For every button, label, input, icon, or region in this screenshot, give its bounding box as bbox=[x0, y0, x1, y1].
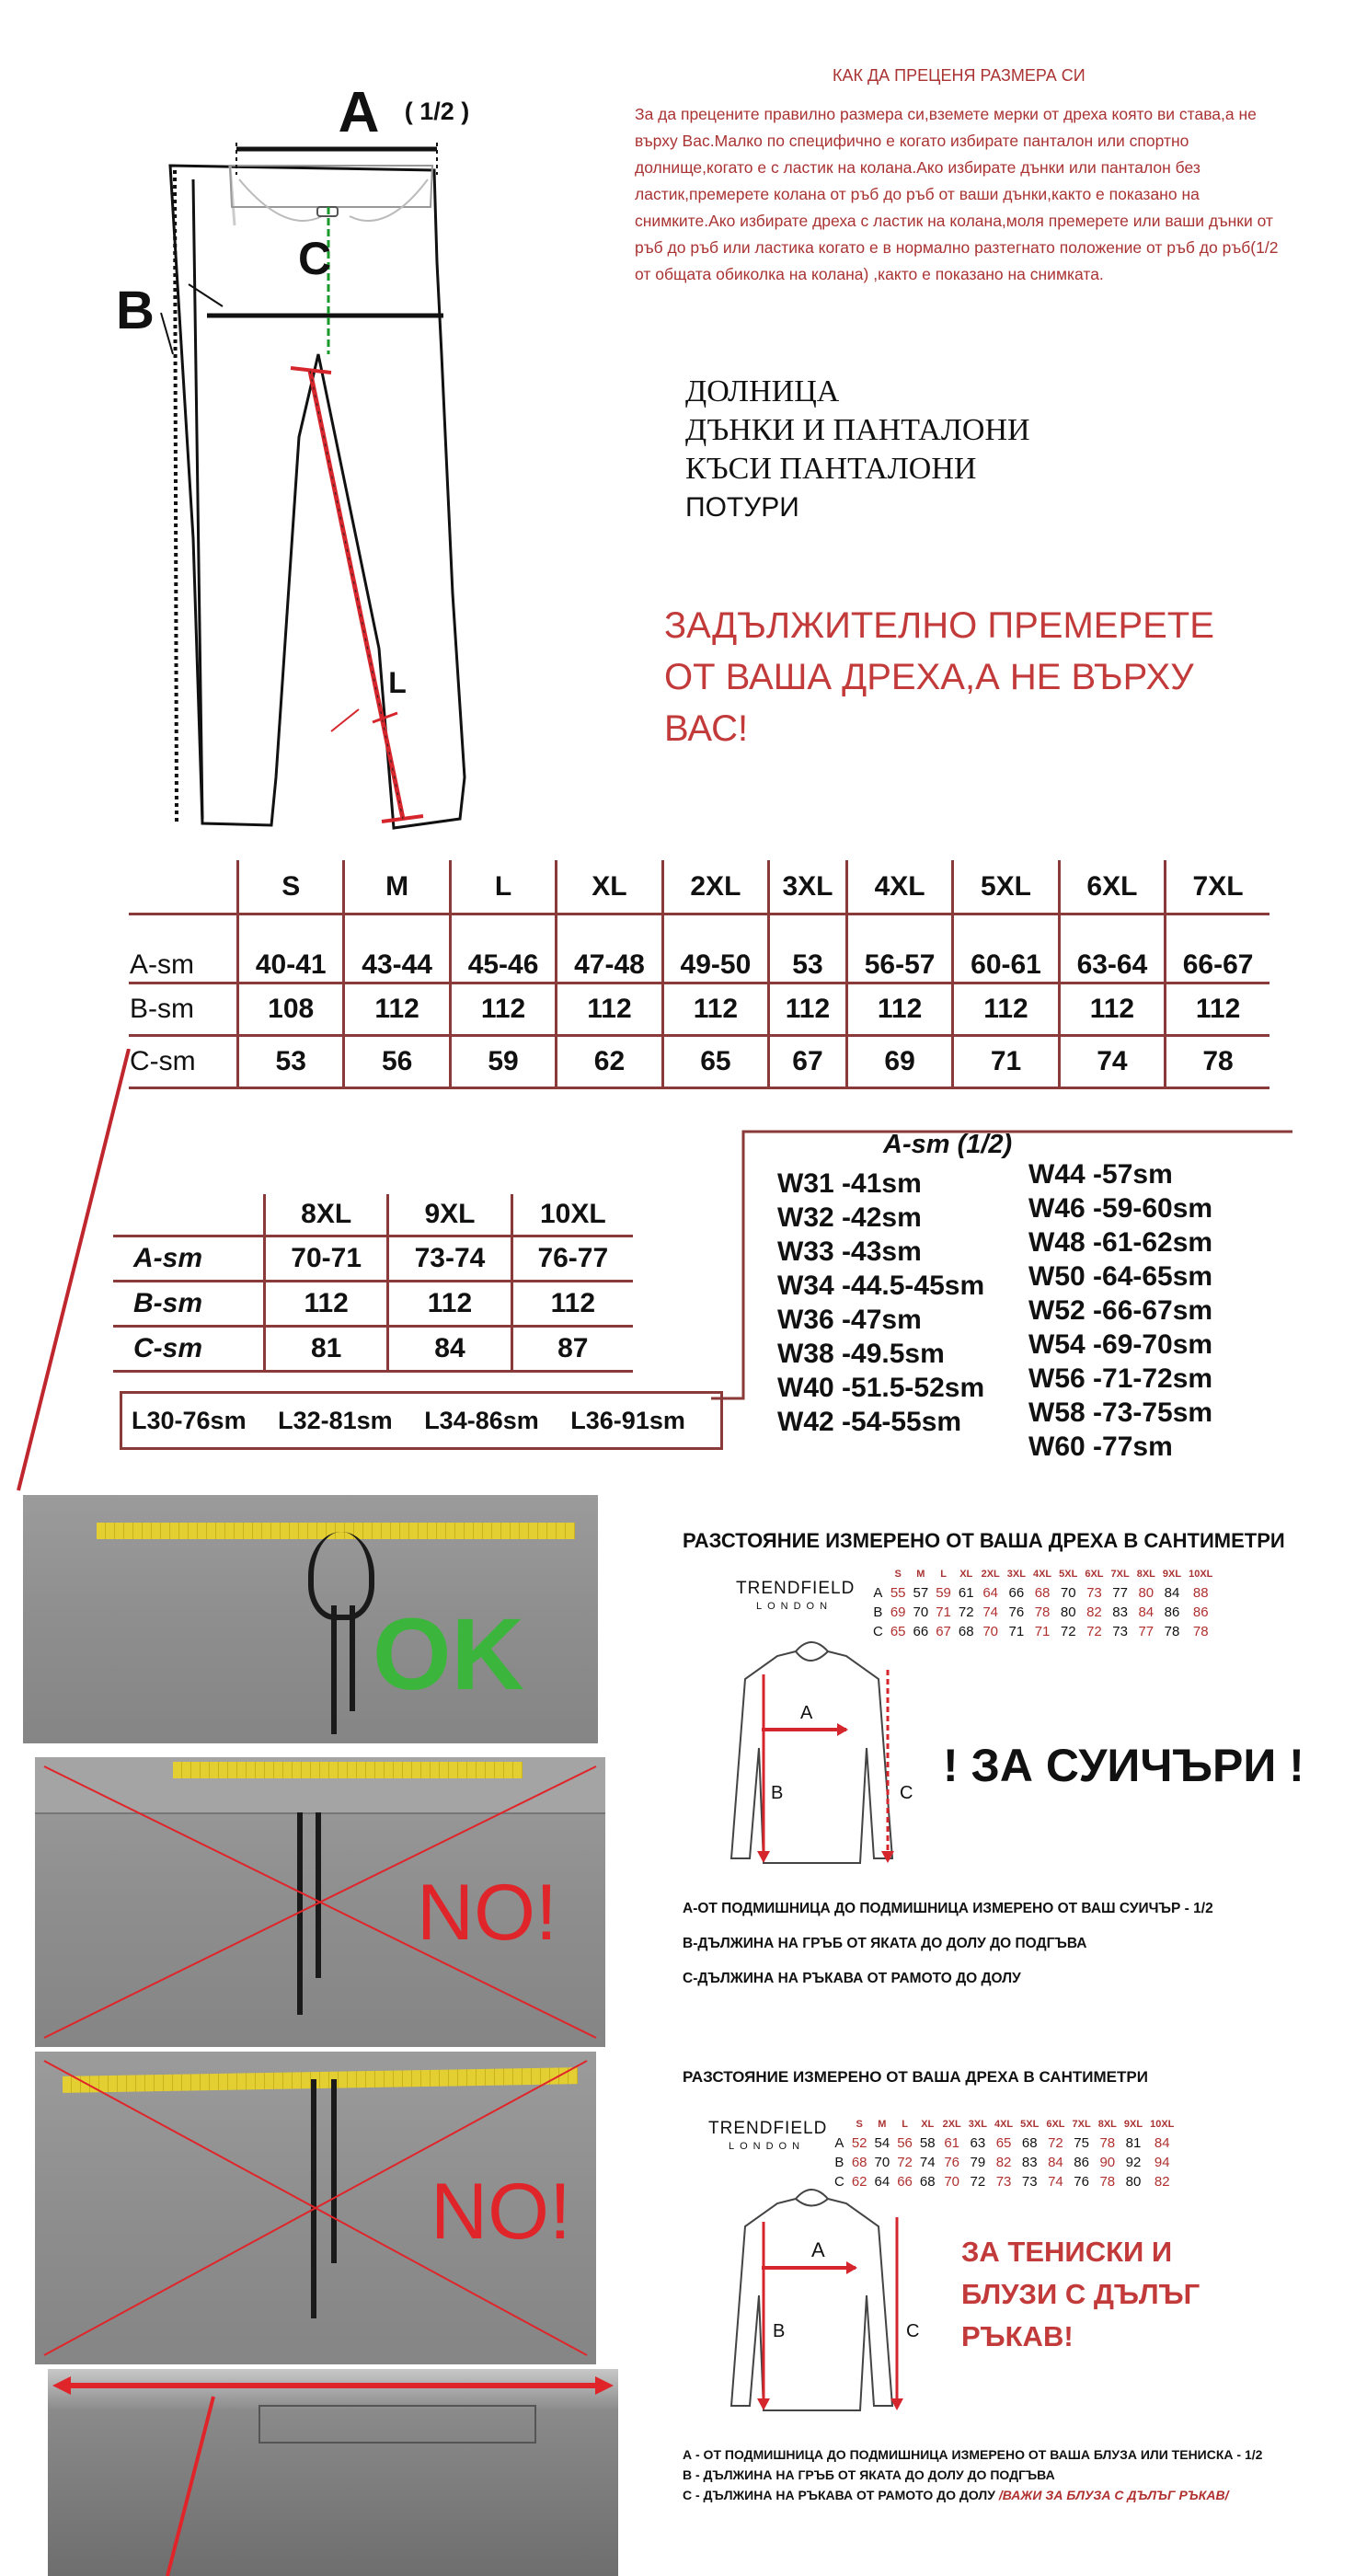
table-cell: 72 bbox=[1048, 2135, 1063, 2151]
table-cell: 66-67 bbox=[1166, 914, 1269, 983]
drawstring-line bbox=[350, 1605, 355, 1711]
size-header: 2XL bbox=[981, 1568, 1000, 1580]
table-cell: 81 bbox=[265, 1327, 388, 1372]
table-cell: 45-46 bbox=[450, 914, 556, 983]
length-item: L36-91sm bbox=[570, 1407, 685, 1434]
size-header: XL bbox=[959, 1568, 973, 1580]
table-cell: 82 bbox=[995, 2155, 1012, 2170]
tshirt-note-extra: /ВАЖИ ЗА БЛУЗА С ДЪЛЪГ РЪКАВ/ bbox=[998, 2488, 1229, 2502]
tshirt-figure bbox=[708, 2185, 948, 2424]
waist-title: A-sm (1/2) bbox=[883, 1130, 1013, 1159]
table-cell: 82 bbox=[1086, 1604, 1102, 1620]
size-header: 3XL bbox=[1006, 1568, 1026, 1580]
table-cell: 57 bbox=[913, 1585, 929, 1601]
size-header: 7XL bbox=[1166, 860, 1269, 914]
size-header: 4XL bbox=[846, 860, 952, 914]
table-cell: 112 bbox=[662, 983, 768, 1036]
tshirt-brand-sub: LONDON bbox=[729, 2141, 806, 2152]
table-cell: 80 bbox=[1125, 2174, 1142, 2190]
size-header: 8XL bbox=[265, 1194, 388, 1236]
category-item: ПОТУРИ bbox=[685, 492, 799, 523]
table-cell: 83 bbox=[1112, 1604, 1128, 1620]
table-cell: 84 bbox=[1048, 2155, 1063, 2170]
table-cell: 86 bbox=[1074, 2155, 1089, 2170]
size-header: 10XL bbox=[1150, 2118, 1175, 2130]
size-header-row bbox=[113, 1194, 633, 1236]
table-cell: 81 bbox=[1125, 2135, 1142, 2151]
size-header: 9XL bbox=[1162, 1568, 1182, 1580]
table-cell: 69 bbox=[846, 1036, 952, 1088]
table-cell: 112 bbox=[388, 1282, 511, 1327]
table-cell: 68 bbox=[1034, 1585, 1051, 1601]
size-header: S bbox=[856, 2118, 863, 2130]
table-cell: 84 bbox=[1154, 2135, 1170, 2151]
table-cell: 76-77 bbox=[511, 1236, 633, 1282]
table-cell: 86 bbox=[1164, 1604, 1180, 1620]
table-cell: 76 bbox=[1074, 2174, 1089, 2190]
waist-item: W52 -66-67sm bbox=[1028, 1295, 1213, 1326]
table-cell: 68 bbox=[958, 1624, 974, 1639]
table-cell: 65 bbox=[995, 2135, 1012, 2151]
table-cell: 78 bbox=[1099, 2174, 1116, 2190]
table-cell: 65 bbox=[890, 1624, 906, 1639]
table-cell: 73 bbox=[1086, 1585, 1102, 1601]
row-label: A bbox=[873, 1585, 883, 1601]
waist-item: W50 -64-65sm bbox=[1028, 1261, 1213, 1292]
table-cell: 52 bbox=[851, 2135, 867, 2151]
table-cell: 73 bbox=[995, 2174, 1012, 2190]
size-header: 7XL bbox=[1110, 1568, 1130, 1580]
table-cell: 72 bbox=[958, 1604, 974, 1620]
table-cell: 56 bbox=[344, 1036, 450, 1088]
table-cell: 76 bbox=[944, 2155, 960, 2170]
table-cell: 70 bbox=[944, 2174, 960, 2190]
table-cell: 78 bbox=[1034, 1604, 1051, 1620]
table-cell: 70 bbox=[982, 1624, 999, 1639]
waist-item: W48 -61-62sm bbox=[1028, 1227, 1213, 1258]
size-header: L bbox=[940, 1568, 947, 1580]
sweatshirt-note: А-ОТ ПОДМИШНИЦА ДО ПОДМИШНИЦА ИЗМЕРЕНО ОТ ВАШ СУИЧЪР - 1/2 bbox=[683, 1901, 1213, 1916]
size-header: 9XL bbox=[1123, 2118, 1143, 2130]
table-cell: 71 bbox=[953, 1036, 1059, 1088]
waist-column-1 bbox=[777, 1167, 984, 1439]
table-cell: 61 bbox=[958, 1585, 974, 1601]
table-cell: 73-74 bbox=[388, 1236, 511, 1282]
size-header: 6XL bbox=[1059, 860, 1165, 914]
table-cell: 66 bbox=[913, 1624, 929, 1639]
table-cell: 94 bbox=[1154, 2155, 1170, 2170]
row-label: A bbox=[834, 2135, 844, 2151]
sweatshirt-size-table bbox=[869, 1564, 1216, 1641]
sweatshirt-figure bbox=[708, 1638, 938, 1877]
row-label: A-sm bbox=[129, 914, 238, 983]
size-header: 6XL bbox=[1046, 2118, 1065, 2130]
size-header: 8XL bbox=[1097, 2118, 1117, 2130]
waist-item: W33 -43sm bbox=[777, 1236, 922, 1267]
table-cell: 79 bbox=[970, 2155, 986, 2170]
table-row bbox=[113, 1236, 633, 1282]
table-cell: 54 bbox=[874, 2135, 890, 2151]
tshirt-note-line bbox=[683, 2488, 1228, 2502]
photo-jeans bbox=[48, 2369, 618, 2576]
table-cell: 72 bbox=[1060, 1624, 1076, 1639]
table-cell: 83 bbox=[1021, 2155, 1038, 2170]
table-cell: 112 bbox=[511, 1282, 633, 1327]
table-cell: 74 bbox=[1048, 2174, 1063, 2190]
table-cell: 72 bbox=[1086, 1624, 1102, 1639]
table-cell: 71 bbox=[1034, 1624, 1051, 1639]
length-item: L30-76sm bbox=[132, 1407, 247, 1434]
row-label: A-sm bbox=[113, 1236, 265, 1282]
jeans-measure bbox=[48, 2369, 618, 2576]
table-cell: 78 bbox=[1099, 2135, 1116, 2151]
table-cell: 53 bbox=[238, 1036, 344, 1088]
table-cell: 47-48 bbox=[557, 914, 662, 983]
table-cell: 87 bbox=[511, 1327, 633, 1372]
tshirt-title: РАЗСТОЯНИЕ ИЗМЕРЕНО ОТ ВАША ДРЕХА В САНТИМЕТРИ bbox=[683, 2068, 1148, 2086]
table-cell: 63-64 bbox=[1059, 914, 1165, 983]
row-label: B-sm bbox=[129, 983, 238, 1036]
table-cell: 72 bbox=[970, 2174, 986, 2190]
table-row bbox=[113, 1327, 633, 1372]
table-cell: 112 bbox=[265, 1282, 388, 1327]
size-header: 9XL bbox=[388, 1194, 511, 1236]
table-cell: 78 bbox=[1192, 1624, 1209, 1639]
intro-text: За да преценитe правилно размера си,вземете мерки от дреха която ви става,а не върху Вас.Малко по специфично е когато избирате панталон или спортно долнище,когато е с ластик на колана.Ако избирате дънки или панталон без ластик,премерете колана от ръб до ръб от ваши дънки,както е показано на снимките.Ако избирате дреха с ластик на колана,моля премерете или ваши дънки от ръб до ръб или ластика когато е в нормално разтегнато положение от ръб до ръб(1/2 от общата обиколка на колана) ,както е показано на снимката. bbox=[635, 105, 1279, 283]
table-cell: 88 bbox=[1192, 1585, 1209, 1601]
table-cell: 61 bbox=[944, 2135, 960, 2151]
waist-item: W60 -77sm bbox=[1028, 1432, 1173, 1462]
waist-item: W40 -51.5-52sm bbox=[777, 1373, 985, 1403]
size-header-row bbox=[831, 2114, 1177, 2133]
size-header: 5XL bbox=[953, 860, 1059, 914]
table-cell: 53 bbox=[769, 914, 847, 983]
table-cell: 74 bbox=[919, 2155, 936, 2170]
tshirt-note: А - ОТ ПОДМИШНИЦА ДО ПОДМИШНИЦА ИЗМЕРЕНО ОТ ВАША БЛУЗА ИЛИ ТЕНИСКА - 1/2 bbox=[683, 2447, 1263, 2462]
table-cell: 74 bbox=[1059, 1036, 1165, 1088]
table-cell: 84 bbox=[1138, 1604, 1154, 1620]
table-cell: 58 bbox=[919, 2135, 936, 2151]
table-cell: 49-50 bbox=[662, 914, 768, 983]
sweatshirt-note: С-ДЪЛЖИНА НА РЪКАВА ОТ РАМОТО ДО ДОЛУ bbox=[683, 1971, 1021, 1986]
table-cell: 68 bbox=[919, 2174, 936, 2190]
waist-item: W44 -57sm bbox=[1028, 1159, 1173, 1190]
table-cell: 75 bbox=[1074, 2135, 1089, 2151]
ok-label: OK bbox=[373, 1598, 524, 1711]
table-cell: 73 bbox=[1021, 2174, 1038, 2190]
category-item: КЪСИ ПАНТАЛОНИ bbox=[685, 452, 977, 486]
waist-item: W36 -47sm bbox=[777, 1305, 922, 1335]
sweatshirt-note: В-ДЪЛЖИНА НА ГРЪБ ОТ ЯКАТА ДО ДОЛУ ДО ПОДГЪВА bbox=[683, 1936, 1087, 1951]
table-cell: 66 bbox=[897, 2174, 913, 2190]
svg-text:B: B bbox=[771, 1783, 784, 1803]
table-cell: 112 bbox=[846, 983, 952, 1036]
table-cell: 71 bbox=[1008, 1624, 1025, 1639]
pants-diagram bbox=[110, 78, 644, 842]
tshirt-note: В - ДЪЛЖИНА НА ГРЪБ ОТ ЯКАТА ДО ДОЛУ ДО ПОДГЪВА bbox=[683, 2467, 1055, 2482]
table-cell: 76 bbox=[1008, 1604, 1025, 1620]
table-cell: 70 bbox=[1060, 1585, 1076, 1601]
size-header: M bbox=[916, 1568, 925, 1580]
photo-ok bbox=[23, 1495, 598, 1743]
table-cell: 70 bbox=[874, 2155, 890, 2170]
table-cell: 82 bbox=[1154, 2174, 1170, 2190]
sweatshirt-brand: TRENDFIELD bbox=[736, 1579, 856, 1598]
diagram-label-a: A bbox=[338, 81, 380, 144]
tshirt-brand: TRENDFIELD bbox=[708, 2119, 828, 2138]
table-cell: 112 bbox=[1059, 983, 1165, 1036]
table-cell: 62 bbox=[557, 1036, 662, 1088]
sweatshirt-headline: ! ЗА СУИЧЪРИ ! bbox=[943, 1740, 1304, 1791]
size-header: M bbox=[878, 2118, 887, 2130]
waist-item: W46 -59-60sm bbox=[1028, 1193, 1213, 1224]
waist-item: W58 -73-75sm bbox=[1028, 1397, 1213, 1428]
size-header: XL bbox=[557, 860, 662, 914]
table-cell: 74 bbox=[982, 1604, 999, 1620]
table-cell: 112 bbox=[344, 983, 450, 1036]
category-list bbox=[685, 373, 1030, 527]
drawstring bbox=[308, 1532, 374, 1620]
size-header: 10XL bbox=[511, 1194, 633, 1236]
table-cell: 55 bbox=[890, 1585, 906, 1601]
svg-text:A: A bbox=[811, 2238, 825, 2261]
table-cell: 59 bbox=[450, 1036, 556, 1088]
table-cell: 70 bbox=[913, 1604, 929, 1620]
table-cell: 78 bbox=[1164, 1624, 1180, 1639]
no-label: NO! bbox=[417, 1869, 557, 1957]
category-item: ДОЛНИЦА bbox=[685, 374, 840, 408]
diagram-label-b: B bbox=[116, 281, 155, 340]
table-cell: 67 bbox=[769, 1036, 847, 1088]
inseam-lengths bbox=[120, 1391, 723, 1450]
waist-item: W32 -42sm bbox=[777, 1202, 922, 1233]
table-cell: 40-41 bbox=[238, 914, 344, 983]
size-header: 8XL bbox=[1136, 1568, 1155, 1580]
table-cell: 63 bbox=[970, 2135, 986, 2151]
drawstring-line bbox=[331, 1605, 337, 1734]
photo-no-2 bbox=[35, 2052, 596, 2364]
diagram-label-l: L bbox=[388, 666, 407, 699]
row-label: B bbox=[834, 2155, 844, 2170]
waist-item: W54 -69-70sm bbox=[1028, 1329, 1213, 1360]
waist-item: W42 -54-55sm bbox=[777, 1407, 962, 1437]
size-header: M bbox=[344, 860, 450, 914]
table-cell: 80 bbox=[1138, 1585, 1154, 1601]
table-cell: 108 bbox=[238, 983, 344, 1036]
table-cell: 68 bbox=[1021, 2135, 1038, 2151]
diagram-label-half: ( 1/2 ) bbox=[404, 98, 470, 125]
category-item: ДЪНКИ И ПАНТАЛОНИ bbox=[685, 413, 1030, 447]
table-cell: 112 bbox=[450, 983, 556, 1036]
svg-text:C: C bbox=[900, 1783, 913, 1803]
diagram-label-c: C bbox=[297, 233, 332, 284]
waist-item: W34 -44.5-45sm bbox=[777, 1271, 985, 1301]
table-cell: 90 bbox=[1099, 2155, 1116, 2170]
table-cell: 66 bbox=[1008, 1585, 1025, 1601]
table-cell: 64 bbox=[874, 2174, 890, 2190]
svg-text:C: C bbox=[906, 2321, 920, 2341]
table-cell: 78 bbox=[1166, 1036, 1269, 1088]
waist-item: W38 -49.5sm bbox=[777, 1339, 945, 1369]
table-cell: 68 bbox=[851, 2155, 867, 2170]
waist-column-2 bbox=[1028, 1157, 1212, 1464]
size-header: 2XL bbox=[662, 860, 768, 914]
size-header: 4XL bbox=[1032, 1568, 1052, 1580]
size-header-row bbox=[129, 860, 1269, 914]
table-cell: 84 bbox=[388, 1327, 511, 1372]
length-item: L34-86sm bbox=[424, 1407, 539, 1434]
table-row bbox=[869, 1603, 1216, 1622]
table-cell: 112 bbox=[953, 983, 1059, 1036]
table-cell: 72 bbox=[897, 2155, 913, 2170]
sweatshirt-brand-sub: LONDON bbox=[756, 1601, 833, 1612]
row-label: C-sm bbox=[129, 1036, 238, 1088]
big-size-table bbox=[113, 1194, 633, 1373]
table-cell: 77 bbox=[1112, 1585, 1128, 1601]
table-cell: 71 bbox=[936, 1604, 951, 1620]
size-header: 7XL bbox=[1072, 2118, 1091, 2130]
size-header: L bbox=[902, 2118, 908, 2130]
table-cell: 73 bbox=[1112, 1624, 1128, 1639]
table-cell: 112 bbox=[769, 983, 847, 1036]
table-cell: 69 bbox=[890, 1604, 906, 1620]
row-label: C-sm bbox=[113, 1327, 265, 1372]
table-cell: 60-61 bbox=[953, 914, 1059, 983]
table-cell: 67 bbox=[936, 1624, 951, 1639]
svg-text:A: A bbox=[800, 1703, 813, 1723]
table-cell: 80 bbox=[1060, 1604, 1076, 1620]
intro-title: КАК ДА ПРЕЦЕНЯ РАЗМЕРА СИ bbox=[833, 66, 1086, 85]
table-cell: 92 bbox=[1125, 2155, 1142, 2170]
size-header: XL bbox=[921, 2118, 935, 2130]
size-header: 10XL bbox=[1189, 1568, 1213, 1580]
warning-text: ЗАДЪЛЖИТЕЛНО ПРЕМЕРЕТЕ ОТ ВАША ДРЕХА,А НЕ ВЪРХУ ВАС! bbox=[664, 605, 1214, 749]
size-header: L bbox=[450, 860, 556, 914]
table-cell: 86 bbox=[1192, 1604, 1209, 1620]
size-header: 3XL bbox=[968, 2118, 987, 2130]
table-cell: 59 bbox=[936, 1585, 951, 1601]
size-header: S bbox=[238, 860, 344, 914]
table-cell: 70-71 bbox=[265, 1236, 388, 1282]
table-row bbox=[831, 2133, 1177, 2153]
table-cell: 65 bbox=[662, 1036, 768, 1088]
tshirt-headline: ЗА ТЕНИСКИ И БЛУЗИ С ДЪЛЪГ РЪКАВ! bbox=[961, 2236, 1200, 2352]
table-cell: 112 bbox=[557, 983, 662, 1036]
table-row bbox=[831, 2153, 1177, 2172]
table-cell: 64 bbox=[982, 1585, 999, 1601]
table-row bbox=[869, 1583, 1216, 1603]
size-header: 4XL bbox=[994, 2118, 1014, 2130]
svg-text:B: B bbox=[773, 2321, 786, 2341]
length-item: L32-81sm bbox=[278, 1407, 393, 1434]
sweatshirt-title: РАЗСТОЯНИЕ ИЗМЕРЕНО ОТ ВАША ДРЕХА В САНТИМЕТРИ bbox=[683, 1529, 1285, 1552]
photo-no-1 bbox=[35, 1757, 605, 2047]
waist-item: W31 -41sm bbox=[777, 1168, 922, 1199]
table-cell: 56 bbox=[897, 2135, 913, 2151]
size-header: S bbox=[894, 1568, 902, 1580]
size-header: 5XL bbox=[1059, 1568, 1078, 1580]
row-label: C bbox=[834, 2174, 844, 2190]
table-row bbox=[129, 983, 1269, 1036]
table-cell: 43-44 bbox=[344, 914, 450, 983]
table-cell: 77 bbox=[1138, 1624, 1154, 1639]
table-cell: 112 bbox=[1166, 983, 1269, 1036]
table-cell: 56-57 bbox=[846, 914, 952, 983]
row-label: C bbox=[873, 1624, 883, 1639]
table-row bbox=[129, 914, 1269, 983]
row-label: B bbox=[873, 1604, 883, 1620]
tshirt-size-table bbox=[831, 2114, 1177, 2191]
table-cell: 62 bbox=[851, 2174, 867, 2190]
size-header: 5XL bbox=[1020, 2118, 1040, 2130]
waist-item: W56 -71-72sm bbox=[1028, 1363, 1213, 1394]
size-header: 6XL bbox=[1085, 1568, 1104, 1580]
size-header: 3XL bbox=[769, 860, 847, 914]
size-header: 2XL bbox=[942, 2118, 961, 2130]
table-cell: 84 bbox=[1164, 1585, 1180, 1601]
no-label: NO! bbox=[431, 2168, 571, 2256]
tshirt-note: С - ДЪЛЖИНА НА РЪКАВА ОТ РАМОТО ДО ДОЛУ bbox=[683, 2488, 995, 2502]
table-row bbox=[113, 1282, 633, 1327]
row-label: B-sm bbox=[113, 1282, 265, 1327]
size-header-row bbox=[869, 1564, 1216, 1583]
